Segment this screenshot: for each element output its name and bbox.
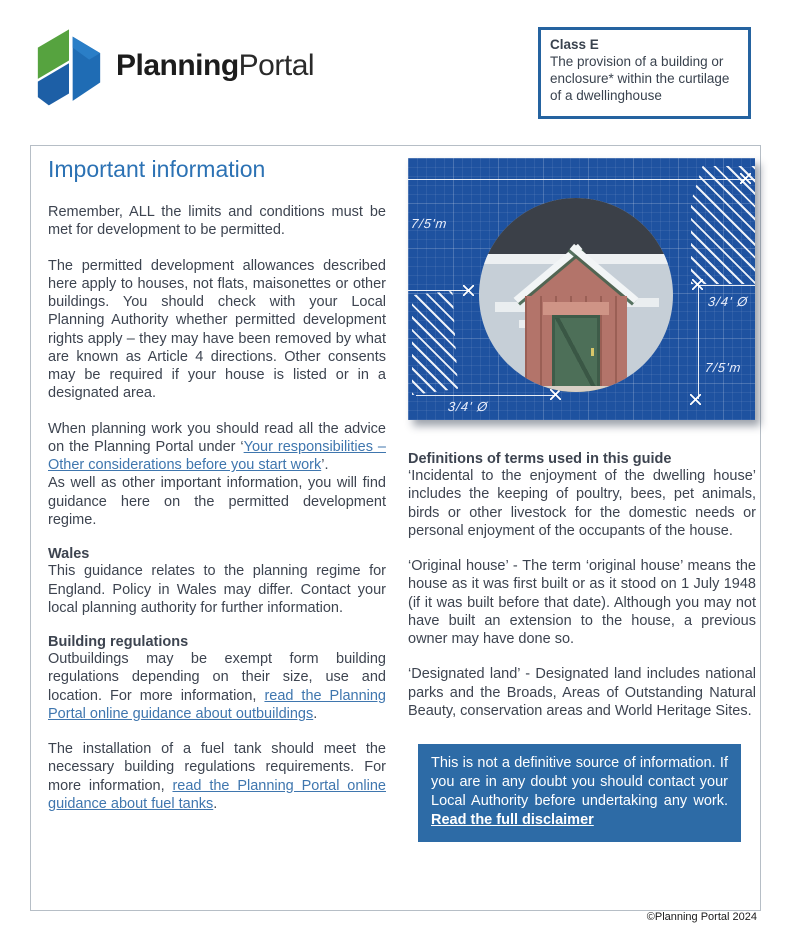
shed-vignette (479, 198, 673, 392)
intro-paragraph: Remember, ALL the limits and conditions must be met for development to be permitted. (48, 204, 386, 239)
outbuildings-link[interactable]: read the Planning Portal online guidance about outbuildings (48, 687, 386, 722)
disclaimer-link[interactable]: Read the full disclaimer (431, 811, 594, 828)
blueprint-illustration (408, 158, 755, 420)
fuel-text-after: . (213, 795, 218, 812)
dimension-line-top (408, 179, 755, 180)
disclaimer-text (431, 754, 728, 829)
shed-door-handle (591, 348, 594, 356)
dimension-x-mark (692, 279, 703, 290)
disclaimer-text-body: This is not a definitive source of information. If you are in any doubt you should contact your Local Authority before undertaking any work. (431, 755, 728, 809)
definitions-heading: Definitions of terms used in this guide (408, 451, 672, 467)
fuel-tank-paragraph (48, 740, 386, 813)
definition-incidental: ‘Incidental to the enjoyment of the dwelling house’ includes the keeping of poultry, bees, pet animals, birds or other livestock for the domestic needs or personal enjoyment of the occupants of the house. (408, 468, 756, 539)
wales-heading: Wales (48, 546, 90, 563)
dimension-line-left (408, 290, 468, 291)
logo-text-light: Portal (238, 49, 315, 82)
fuel-text-before: The installation of a fuel tank should meet the necessary building regulations requirements. For more information, (48, 741, 386, 794)
content-panel (30, 145, 761, 911)
advice-text-before: When planning work you should read all the advice on the Planning Portal under ‘ (48, 420, 386, 455)
planning-portal-logo (36, 24, 314, 108)
shed-step (540, 386, 612, 392)
logo-mark-icon (36, 24, 102, 108)
blueprint-annotation-right-bottom: 7/5'm (704, 360, 743, 375)
wales-paragraph: This guidance relates to the planning regime for England. Policy in Wales may differ. Contact your local planning authority for further information. (48, 563, 386, 616)
advice-paragraph (48, 420, 386, 475)
building-text-before: Outbuildings may be exempt form building regulations depending on their size, use and location. For more information, (48, 651, 386, 704)
shed-gable (522, 250, 630, 298)
shed-illustration (512, 236, 640, 392)
logo-text-bold: Planning (116, 49, 239, 82)
copyright-text: ©Planning Portal 2024 (646, 911, 757, 923)
blueprint-annotation-bottom: 3/4' Ø (447, 399, 490, 414)
logo-text (116, 49, 314, 83)
class-e-title: Class E (550, 37, 599, 52)
advice-text-after: ’. (321, 457, 329, 474)
right-column (408, 158, 756, 842)
class-e-description: The provision of a building or enclosure* within the curtilage of a dwellinghouse (550, 53, 730, 103)
dimension-line-right-stub (698, 285, 755, 286)
dimension-line-right (698, 285, 699, 399)
class-e-box (538, 27, 751, 119)
building-regulations-heading: Building regulations (48, 634, 189, 651)
fuel-tanks-link[interactable]: read the Planning Portal online guidance about fuel tanks (48, 777, 386, 812)
disclaimer-box (418, 744, 741, 841)
blueprint-annotation-right-top: 3/4' Ø (707, 294, 750, 309)
dimension-x-mark (463, 285, 474, 296)
definition-original-house: ‘Original house’ - The term ‘original house’ means the house as it was first built or as it stood on 1 July 1948 (if it was built before that date). Although you may not have built an extension to the house, a previous owner may have done so. (408, 558, 756, 648)
building-text-after: . (313, 705, 318, 722)
building-regulations-paragraph (48, 650, 386, 723)
shed-door-lintel (543, 302, 609, 315)
hatch-area-left (412, 291, 458, 395)
allowances-paragraph: The permitted development allowances described here apply to houses, not flats, maisonettes or other buildings. You should check with your Local Planning Authority whether permitted development rights apply – they may have been removed by what are known as Article 4 directions. Other consents may be required if your house is listed or in a designated area. (48, 257, 386, 402)
dimension-x-mark (740, 173, 751, 184)
guidance-paragraph: As well as other important information, you will find guidance here on the permitted development regime. (48, 475, 386, 528)
page-title: Important information (48, 156, 266, 182)
dimension-x-mark (690, 394, 701, 405)
left-column (48, 156, 386, 830)
responsibilities-link[interactable]: Your responsibilities – Other considerations before you start work (48, 438, 386, 474)
blueprint-annotation-top-left: 7/5'm (410, 216, 449, 231)
definition-designated-land: ‘Designated land’ - Designated land includes national parks and the Broads, Areas of Outstanding Natural Beauty, conservation areas and World Heritage Sites. (408, 666, 756, 719)
dimension-line-bottom (416, 395, 556, 396)
